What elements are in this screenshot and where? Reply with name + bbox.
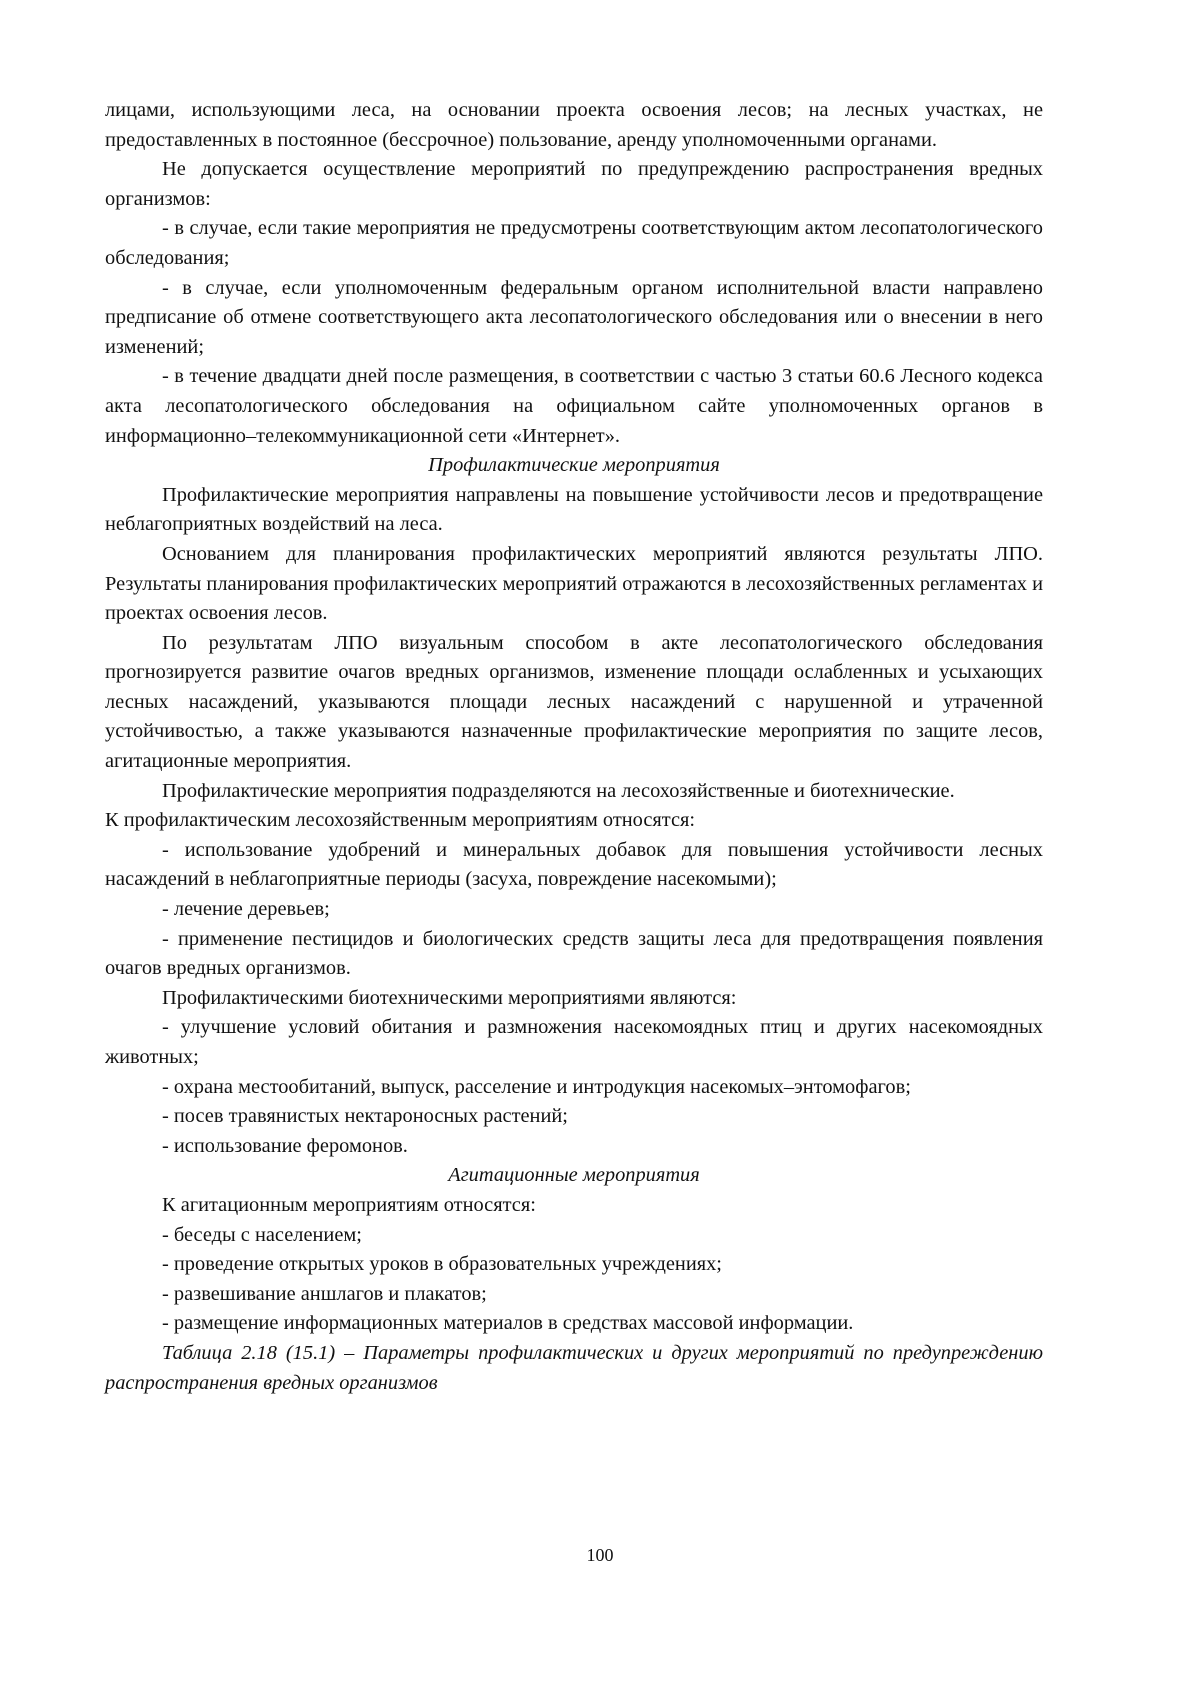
list-item: - охрана местообитаний, выпуск, расселение и интродукция насекомых–энтомофагов; bbox=[162, 1075, 911, 1098]
list-item: - размещение информационных материалов в средствах массовой информации. bbox=[162, 1312, 854, 1335]
paragraph: Профилактические мероприятия направлены на повышение устойчивости лесов и предотвращение неблагоприятных воздействий на леса. bbox=[105, 483, 1043, 536]
list-item: - в случае, если такие мероприятия не предусмотрены соответствующим актом лесопатологического обследования; bbox=[105, 217, 1043, 269]
paragraph: Не допускается осуществление мероприятий по предупреждению распространения вредных организмов: bbox=[105, 158, 1043, 210]
list-item: - применение пестицидов и биологических средств защиты леса для предотвращения появления очагов вредных организмов. bbox=[105, 927, 1043, 980]
page-number: 100 bbox=[586, 1545, 614, 1565]
list-item: - проведение открытых уроков в образовательных учреждениях; bbox=[162, 1253, 722, 1276]
section-heading: Профилактические мероприятия bbox=[428, 454, 720, 477]
list-item: - использование удобрений и минеральных добавок для повышения устойчивости лесных насаждений в неблагоприятные периоды (засуха, повреждение насекомыми); bbox=[105, 838, 1043, 891]
list-item: - посев травянистых нектароносных растений; bbox=[162, 1105, 568, 1128]
list-item: - лечение деревьев; bbox=[162, 898, 330, 921]
table-caption: Таблица 2.18 (15.1) – Параметры профилактических и других мероприятий по предупреждению распространения вредных организмов bbox=[105, 1341, 1043, 1394]
list-item: - улучшение условий обитания и размножения насекомоядных птиц и других насекомоядных животных; bbox=[105, 1016, 1043, 1068]
paragraph: К профилактическим лесохозяйственным мероприятиям относятся: bbox=[105, 809, 696, 832]
list-item: - в течение двадцати дней после размещения, в соответствии с частью 3 статьи 60.6 Лесного кодекса акта лесопатологического обследования на официальном сайте уполномоченных органов в информационно–телекоммуникационной сети «Интернет». bbox=[105, 365, 1043, 447]
list-item: - использование феромонов. bbox=[162, 1134, 408, 1157]
paragraph: К агитационным мероприятиям относятся: bbox=[162, 1193, 536, 1216]
paragraph: Основанием для планирования профилактических мероприятий являются результаты ЛПО. Результаты планирования профилактических мероприятий отражаются в лесохозяйственных регламентах и проектах освоения лесов. bbox=[105, 542, 1043, 625]
paragraph: лицами, использующими леса, на основании проекта освоения лесов; на лесных участках, не предоставленных в постоянное (бессрочное) пользование, аренду уполномоченными органами. bbox=[105, 99, 1043, 151]
paragraph: Профилактическими биотехническими мероприятиями являются: bbox=[162, 986, 737, 1009]
paragraph: Профилактические мероприятия подразделяются на лесохозяйственные и биотехнические. bbox=[162, 779, 955, 802]
document-page bbox=[105, 96, 1043, 1398]
list-item: - в случае, если уполномоченным федеральным органом исполнительной власти направлено предписание об отмене соответствующего акта лесопатологического обследования или о внесении в него изменений; bbox=[105, 276, 1043, 358]
section-heading: Агитационные мероприятия bbox=[448, 1164, 700, 1187]
paragraph: По результатам ЛПО визуальным способом в акте лесопатологического обследования прогнозируется развитие очагов вредных организмов, изменение площади ослабленных и усыхающих лесных насаждений, указываются площади лесных насаждений с нарушенной и утраченной устойчивостью, а также указываются назначенные профилактические мероприятия по защите лесов, агитационные мероприятия. bbox=[105, 631, 1043, 773]
list-item: - беседы с населением; bbox=[162, 1223, 362, 1246]
list-item: - развешивание аншлагов и плакатов; bbox=[162, 1282, 487, 1305]
